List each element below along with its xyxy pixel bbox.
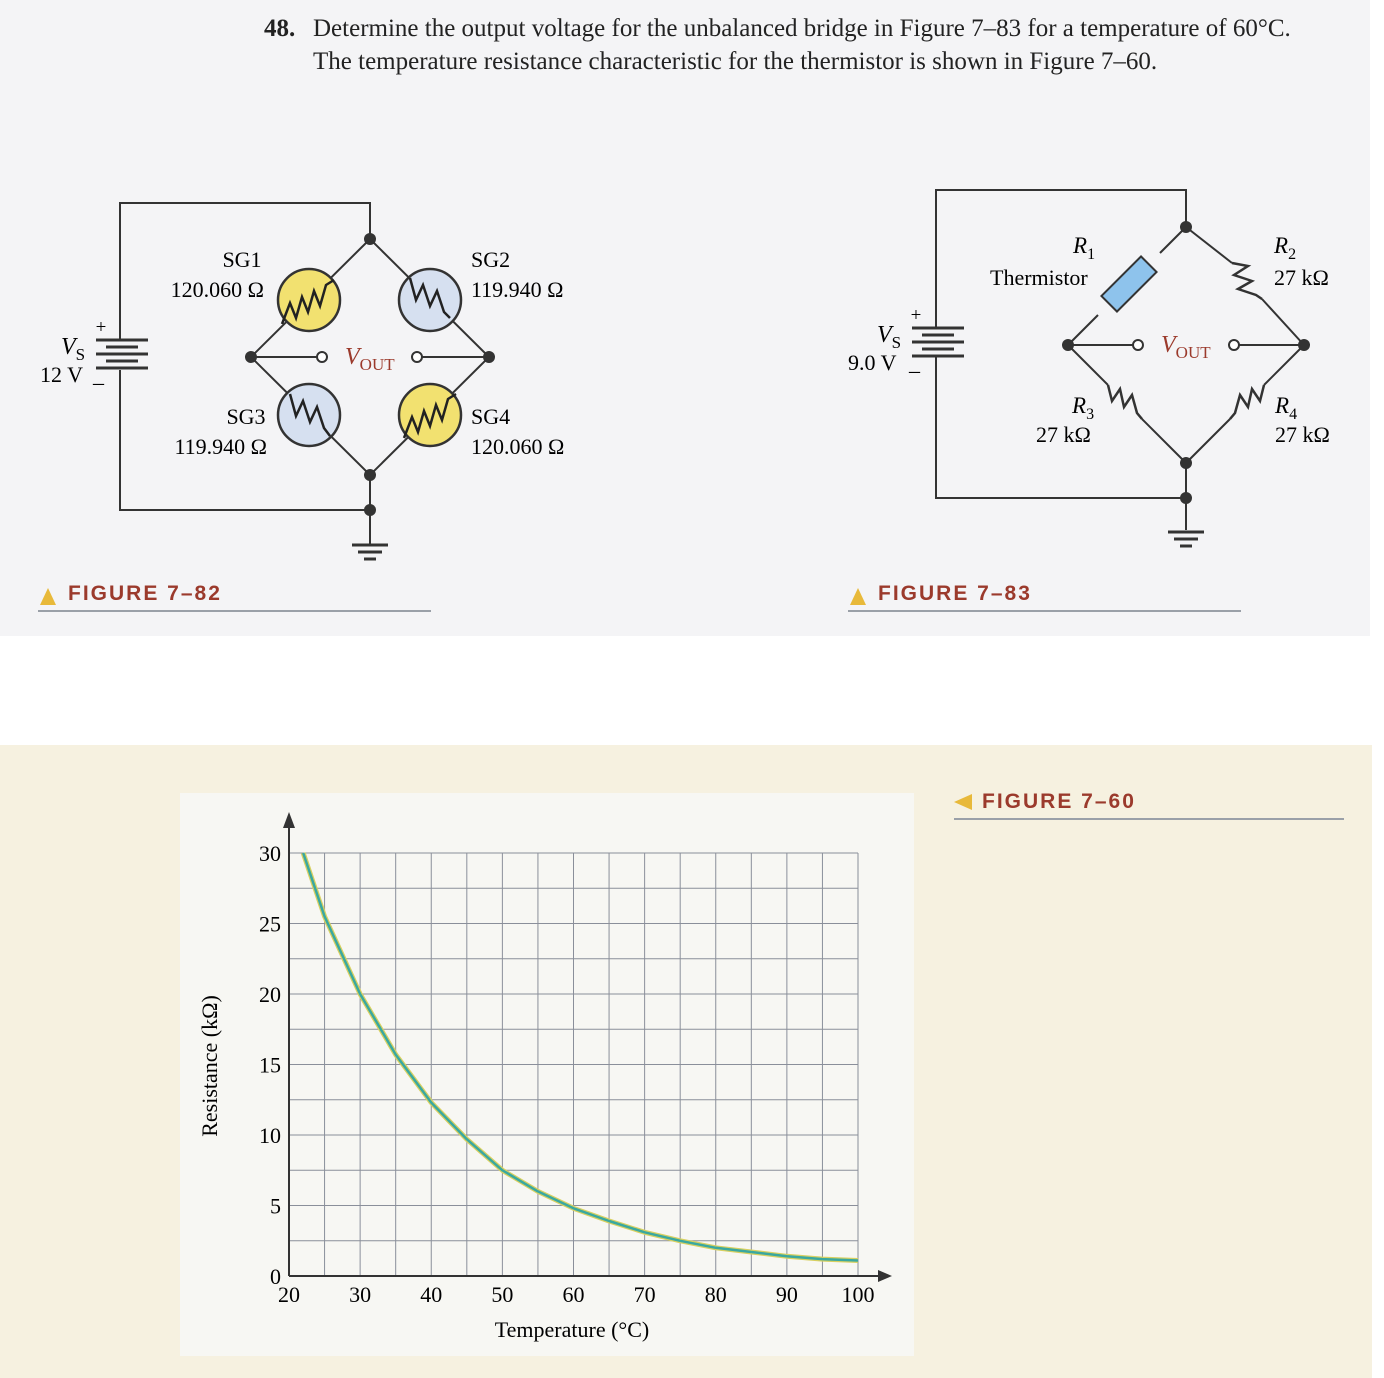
y-tick-labels	[259, 841, 281, 1289]
chart-grid	[289, 853, 858, 1276]
problem-number: 48.	[264, 15, 296, 42]
x-tick-label: 90	[775, 1282, 798, 1307]
vs-symbol: $V_S$	[877, 322, 902, 352]
sg2-value: 119.940 Ω	[471, 277, 564, 302]
problem-text: Determine the output voltage for the unbalanced bridge in Figure 7–83 for a temperature of 60°C. The temperature resistance characteristic for the thermistor is shown in Figure 7–60.	[313, 15, 1291, 75]
r2-value: 27 kΩ	[1274, 265, 1329, 290]
x-tick-label: 70	[633, 1282, 656, 1307]
y-tick-label: 15	[259, 1052, 281, 1078]
x-tick-label: 100	[841, 1282, 875, 1307]
vs-plus: +	[910, 305, 922, 326]
y-tick-label: 25	[259, 911, 281, 937]
r3-value: 27 kΩ	[1036, 422, 1091, 447]
r3-symbol: $R_3$	[1072, 393, 1095, 423]
figure-7-83-caption: FIGURE 7–83	[878, 582, 1032, 605]
sg3-name: SG3	[226, 404, 266, 429]
sg1-value: 120.060 Ω	[170, 277, 264, 302]
x-tick-label: 20	[278, 1282, 300, 1307]
x-tick-label: 40	[420, 1282, 443, 1307]
sg4-name: SG4	[471, 404, 511, 429]
vs-minus: _	[93, 362, 104, 387]
vout-label: $V_{OUT}$	[345, 344, 395, 374]
y-axis-arrow-icon	[283, 812, 295, 828]
caption-arrow-icon	[954, 794, 972, 810]
series-line-halo	[303, 853, 858, 1261]
y-tick-label: 30	[259, 841, 281, 866]
sg4-value: 120.060 Ω	[471, 434, 565, 459]
x-tick-label: 50	[491, 1282, 514, 1307]
y-tick-label: 0	[270, 1264, 281, 1289]
x-axis-label: Temperature (°C)	[494, 1317, 650, 1342]
x-tick-label: 60	[562, 1282, 585, 1307]
figure-7-82-caption: FIGURE 7–82	[68, 582, 222, 605]
y-tick-label: 10	[259, 1123, 281, 1148]
sg3-value: 119.940 Ω	[174, 434, 267, 459]
r2-symbol: $R_2$	[1274, 233, 1297, 263]
vs-value: 12 V	[40, 362, 83, 387]
r1-label: Thermistor	[990, 265, 1088, 290]
vs-symbol: $V_S$	[61, 334, 86, 364]
x-axis-arrow-icon	[878, 1270, 892, 1282]
y-tick-label: 5	[270, 1193, 281, 1219]
r1-symbol: $R_1$	[1073, 233, 1096, 263]
r4-value: 27 kΩ	[1275, 422, 1330, 447]
vs-value: 9.0 V	[848, 350, 897, 375]
vs-minus: _	[909, 350, 920, 375]
figure-7-60-rule	[954, 818, 1344, 820]
sg1-name: SG1	[222, 247, 262, 272]
sg2-name: SG2	[471, 247, 511, 272]
x-tick-labels	[278, 1282, 875, 1307]
vout-label: $V_{OUT}$	[1161, 332, 1211, 362]
y-tick-label: 20	[259, 982, 281, 1007]
x-tick-label: 80	[704, 1282, 727, 1307]
chart-series	[303, 853, 858, 1261]
x-tick-label: 30	[349, 1282, 372, 1307]
series-line	[303, 853, 858, 1261]
figure-7-60-caption: FIGURE 7–60	[982, 790, 1136, 813]
y-axis-label: Resistance (kΩ)	[197, 995, 222, 1137]
r4-symbol: $R_4$	[1275, 393, 1298, 423]
vs-plus: +	[95, 317, 107, 338]
